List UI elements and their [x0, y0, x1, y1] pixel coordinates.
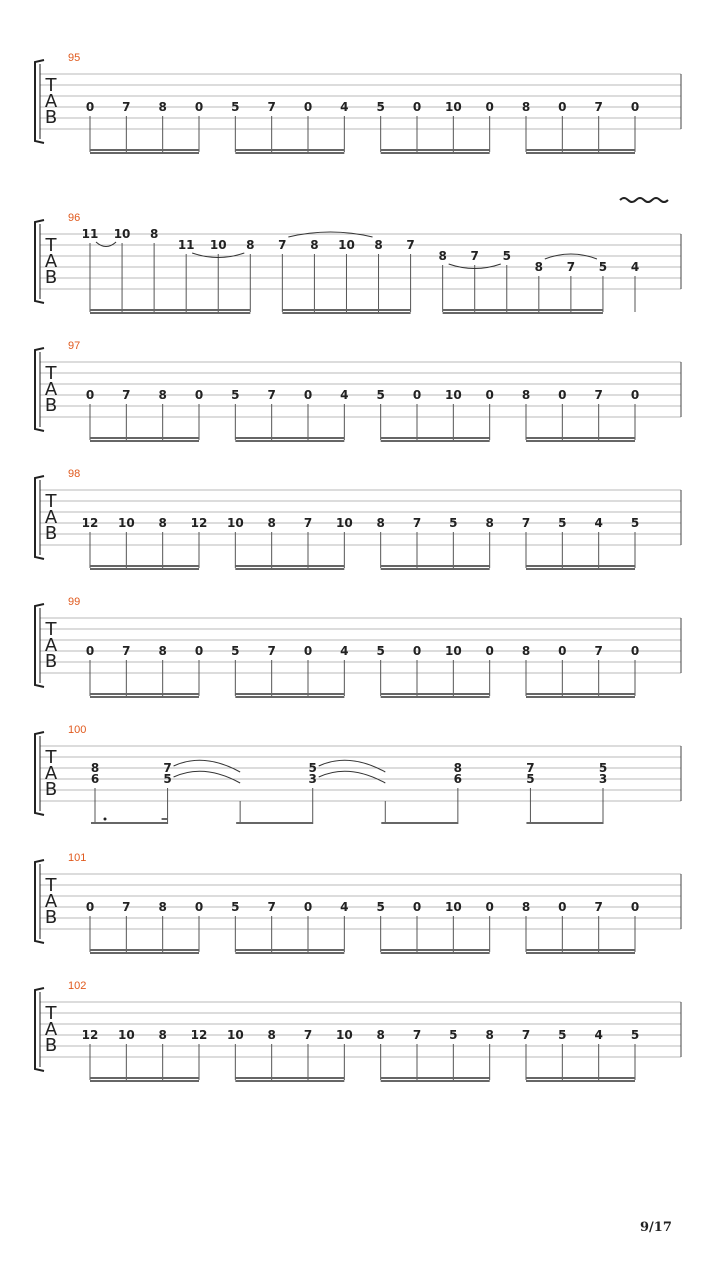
beam-secondary [526, 696, 635, 698]
fret-number: 10 [226, 516, 244, 530]
tab-clef-letter: B [44, 651, 58, 672]
fret-number: 0 [194, 900, 204, 914]
beam-primary [526, 437, 635, 439]
fret-number: 10 [113, 227, 131, 241]
beam-primary [235, 693, 344, 695]
fret-number: 8 [246, 238, 255, 252]
tab-system [35, 340, 681, 442]
tab-clef-letter: T [45, 75, 57, 96]
tab-clef-letter: B [44, 907, 58, 928]
beam-primary [282, 309, 410, 311]
fret-number: 7 [122, 100, 131, 114]
measure-number: 95 [68, 52, 81, 64]
fret-number: 3 [598, 772, 608, 786]
fret-number: 0 [558, 388, 567, 402]
fret-number: 8 [158, 644, 167, 658]
measure-number: 97 [68, 340, 81, 352]
fret-number: 3 [308, 772, 317, 786]
fret-number: 0 [630, 100, 640, 114]
fret-number: 5 [231, 100, 240, 114]
tab-system [35, 468, 681, 570]
fret-number: 5 [630, 516, 640, 530]
beam-secondary [381, 152, 490, 154]
beam-primary [381, 693, 490, 695]
fret-number: 0 [303, 900, 313, 914]
fret-number: 5 [449, 1028, 458, 1042]
fret-number: 0 [630, 644, 640, 658]
fret-number: 11 [177, 238, 195, 252]
fret-number: 0 [412, 900, 422, 914]
fret-number: 7 [303, 1028, 313, 1042]
fret-number: 12 [81, 516, 99, 530]
fret-number: 7 [406, 238, 415, 252]
beam-secondary [90, 440, 199, 442]
beam-primary [90, 437, 199, 439]
fret-number: 0 [485, 388, 494, 402]
beam-primary [236, 822, 313, 824]
fret-number: 4 [594, 1028, 603, 1042]
measure-number: 98 [68, 468, 81, 480]
tab-clef-letter: T [45, 619, 57, 640]
fret-number: 10 [117, 516, 135, 530]
fret-number: 12 [190, 516, 208, 530]
tab-clef-letter: A [44, 635, 58, 656]
tab-clef-letter: T [45, 1003, 57, 1024]
tab-clef-letter: A [44, 507, 58, 528]
fret-number: 5 [231, 388, 240, 402]
fret-number: 10 [117, 1028, 135, 1042]
fret-number: 8 [521, 388, 531, 402]
fret-number: 0 [485, 900, 494, 914]
beam-primary [526, 1077, 635, 1079]
beam-secondary [90, 152, 199, 154]
fret-number: 0 [85, 388, 95, 402]
fret-number: 5 [376, 644, 385, 658]
fret-number: 5 [163, 772, 172, 786]
fret-number: 4 [630, 260, 640, 274]
fret-number: 0 [558, 644, 567, 658]
fret-number: 8 [376, 516, 385, 530]
beam-primary [235, 565, 344, 567]
beam-primary [443, 309, 603, 311]
fret-number: 0 [485, 100, 494, 114]
beam-secondary [282, 312, 410, 314]
tie-arc [319, 760, 386, 772]
fret-number: 7 [122, 644, 131, 658]
fret-number: 8 [453, 761, 463, 775]
tab-clef-letter: A [44, 251, 58, 272]
fret-number: 7 [267, 388, 276, 402]
fret-number: 10 [338, 238, 355, 252]
beam-secondary [526, 1080, 635, 1082]
beam-secondary [381, 1080, 490, 1082]
tab-clef-letter: B [44, 107, 58, 128]
fret-number: 7 [412, 1028, 422, 1042]
fret-number: 8 [90, 761, 100, 775]
fret-number: 0 [194, 388, 204, 402]
beam-secondary [90, 952, 199, 954]
beam-primary [381, 949, 490, 951]
fret-number: 5 [598, 761, 608, 775]
tab-system [35, 596, 681, 698]
beam-secondary [526, 152, 635, 154]
tie-arc [174, 760, 241, 772]
fret-number: 7 [521, 516, 531, 530]
fret-number: 5 [558, 516, 567, 530]
slur [96, 242, 116, 247]
vibrato-wavy-icon [620, 198, 668, 202]
fret-number: 8 [267, 516, 276, 530]
fret-number: 8 [521, 100, 531, 114]
fret-number: 10 [335, 1028, 353, 1042]
fret-number: 7 [122, 388, 131, 402]
beam-secondary [526, 568, 635, 570]
fret-number: 7 [267, 644, 276, 658]
beam-primary [381, 437, 490, 439]
tab-clef-letter: B [44, 1035, 58, 1056]
fret-number: 5 [376, 100, 385, 114]
fret-number: 12 [190, 1028, 208, 1042]
tab-clef-letter: A [44, 379, 58, 400]
fret-number: 7 [526, 761, 535, 775]
beam-primary [381, 149, 490, 151]
fret-number: 10 [209, 238, 227, 252]
fret-number: 0 [412, 388, 422, 402]
fret-number: 8 [376, 1028, 385, 1042]
fret-number: 5 [231, 900, 240, 914]
fret-number: 4 [594, 516, 603, 530]
fret-number: 4 [340, 644, 349, 658]
beam-primary [526, 149, 635, 151]
beam-primary [235, 949, 344, 951]
beam-primary [90, 309, 250, 311]
beam-secondary [443, 312, 603, 314]
fret-number: 6 [90, 772, 100, 786]
beam-secondary [235, 952, 344, 954]
fret-number: 5 [558, 1028, 567, 1042]
fret-number: 0 [558, 900, 567, 914]
tie-arc [174, 771, 241, 783]
fret-number: 0 [303, 644, 313, 658]
fret-number: 7 [163, 761, 172, 775]
beam-primary [90, 565, 199, 567]
beam-primary [90, 149, 199, 151]
measure-number: 100 [68, 724, 87, 736]
beam-secondary [90, 1080, 199, 1082]
measure-number: 99 [68, 596, 81, 608]
fret-number: 4 [340, 100, 349, 114]
beam-primary [90, 1077, 199, 1079]
beam-primary [526, 565, 635, 567]
fret-number: 5 [526, 772, 535, 786]
fret-number: 7 [122, 900, 131, 914]
fret-number: 0 [630, 900, 640, 914]
fret-number: 0 [194, 100, 204, 114]
beam-primary [90, 949, 199, 951]
tab-clef-letter: A [44, 763, 58, 784]
measure-number: 101 [68, 852, 87, 864]
beam-primary [381, 565, 490, 567]
beam-primary [91, 822, 168, 824]
fret-number: 7 [470, 249, 479, 263]
fret-number: 8 [534, 260, 544, 274]
tab-clef-letter: T [45, 491, 57, 512]
fret-number: 4 [340, 900, 349, 914]
fret-number: 10 [444, 100, 462, 114]
tab-clef-letter: T [45, 747, 57, 768]
page-number: 9/17 [640, 1220, 672, 1235]
fret-number: 7 [267, 100, 276, 114]
fret-number: 7 [412, 516, 422, 530]
fret-number: 5 [308, 761, 317, 775]
tab-system [35, 724, 681, 824]
beam-secondary [90, 312, 250, 314]
fret-number: 0 [630, 388, 640, 402]
fret-number: 8 [158, 516, 167, 530]
beam-secondary [526, 952, 635, 954]
fret-number: 0 [194, 644, 204, 658]
fret-number: 5 [231, 644, 240, 658]
fret-number: 5 [630, 1028, 640, 1042]
tab-clef-letter: A [44, 91, 58, 112]
fret-number: 7 [303, 516, 313, 530]
fret-number: 8 [485, 1028, 494, 1042]
fret-number: 0 [485, 644, 494, 658]
rhythm-dot [104, 818, 107, 821]
beam-primary [235, 149, 344, 151]
fret-number: 10 [444, 900, 462, 914]
beam-secondary [235, 696, 344, 698]
fret-number: 0 [412, 644, 422, 658]
beam-secondary [526, 440, 635, 442]
fret-number: 8 [149, 227, 159, 241]
fret-number: 7 [594, 644, 603, 658]
beam-primary [526, 949, 635, 951]
fret-number: 7 [594, 900, 603, 914]
fret-number: 6 [453, 772, 463, 786]
fret-number: 5 [376, 388, 385, 402]
fret-number: 10 [226, 1028, 244, 1042]
fret-number: 7 [278, 238, 287, 252]
fret-number: 8 [158, 100, 167, 114]
fret-number: 0 [558, 100, 567, 114]
fret-number: 10 [444, 644, 462, 658]
fret-number: 7 [594, 388, 603, 402]
fret-number: 8 [158, 388, 167, 402]
fret-number: 5 [598, 260, 608, 274]
beam-secondary [235, 1080, 344, 1082]
fret-number: 8 [310, 238, 319, 252]
tab-clef-letter: T [45, 235, 57, 256]
beam-secondary [381, 952, 490, 954]
beam-secondary [235, 568, 344, 570]
fret-number: 10 [444, 388, 462, 402]
tab-system [35, 198, 681, 314]
fret-number: 0 [85, 100, 95, 114]
beam-primary [90, 693, 199, 695]
fret-number: 5 [502, 249, 511, 263]
fret-number: 8 [267, 1028, 276, 1042]
beam-primary [235, 1077, 344, 1079]
fret-number: 7 [267, 900, 276, 914]
fret-number: 8 [521, 644, 531, 658]
fret-number: 8 [485, 516, 494, 530]
tab-clef-letter: B [44, 267, 58, 288]
tie-arc [319, 771, 386, 783]
beam-primary [381, 822, 458, 824]
fret-number: 8 [158, 1028, 167, 1042]
tab-clef-letter: A [44, 1019, 58, 1040]
beam-secondary [381, 696, 490, 698]
fret-number: 5 [376, 900, 385, 914]
fret-number: 0 [412, 100, 422, 114]
fret-number: 0 [85, 900, 95, 914]
fret-number: 0 [85, 644, 95, 658]
fret-number: 8 [374, 238, 383, 252]
beam-secondary [90, 568, 199, 570]
beam-primary [381, 1077, 490, 1079]
tab-clef-letter: T [45, 363, 57, 384]
fret-number: 0 [303, 100, 313, 114]
tab-clef-letter: B [44, 523, 58, 544]
beam-fragment [162, 818, 168, 820]
fret-number: 0 [303, 388, 313, 402]
fret-number: 8 [158, 900, 167, 914]
fret-number: 12 [81, 1028, 99, 1042]
fret-number: 7 [566, 260, 576, 274]
tab-system [35, 52, 681, 154]
beam-primary [526, 693, 635, 695]
tab-clef-letter: T [45, 875, 57, 896]
tab-clef-letter: B [44, 395, 58, 416]
tab-clef-letter: B [44, 779, 58, 800]
fret-number: 5 [449, 516, 458, 530]
fret-number: 4 [340, 388, 349, 402]
tab-system [35, 852, 681, 954]
tab-clef-letter: A [44, 891, 58, 912]
beam-secondary [381, 568, 490, 570]
fret-number: 7 [594, 100, 603, 114]
measure-number: 102 [68, 980, 87, 992]
fret-number: 8 [438, 249, 447, 263]
beam-secondary [90, 696, 199, 698]
beam-primary [526, 822, 603, 824]
beam-secondary [235, 152, 344, 154]
measure-number: 96 [68, 212, 81, 224]
beam-secondary [381, 440, 490, 442]
beam-primary [235, 437, 344, 439]
beam-secondary [235, 440, 344, 442]
fret-number: 11 [81, 227, 99, 241]
tab-system [35, 980, 681, 1082]
fret-number: 10 [335, 516, 353, 530]
fret-number: 8 [521, 900, 531, 914]
fret-number: 7 [521, 1028, 531, 1042]
